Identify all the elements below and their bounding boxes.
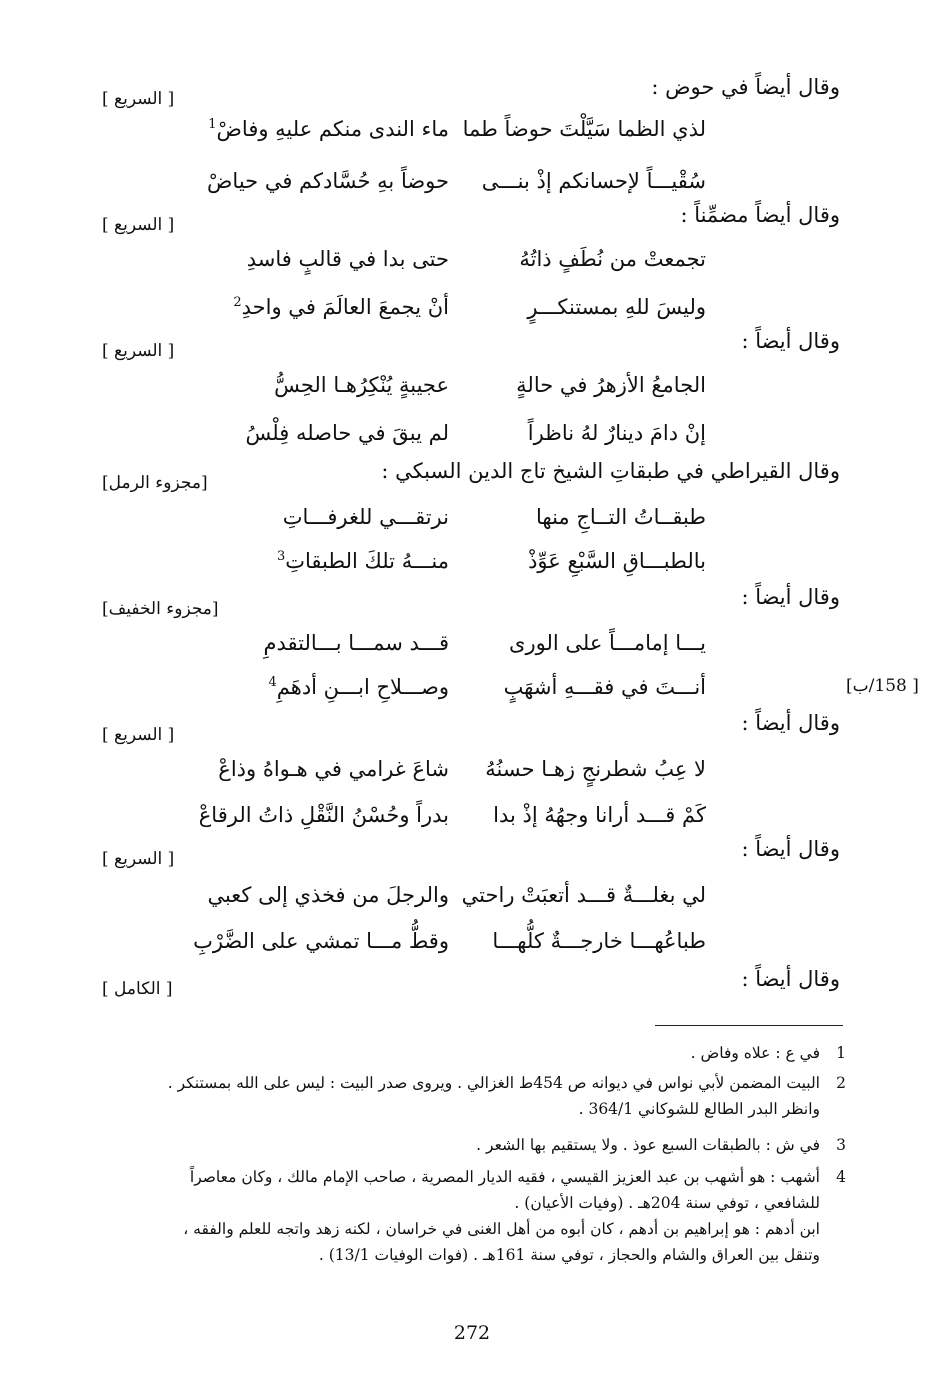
verse-hemistich-first: إنْ دامَ دينارٌ لهُ ناظراً: [527, 421, 706, 445]
verse-hemistich-second: شاعَ غرامي في هـواهُ وذاعْ: [218, 757, 449, 781]
section-intro: وقال أيضاً :: [741, 711, 840, 735]
verse-hemistich-second: والرجلَ من فخذي إلى كعبي: [207, 883, 449, 907]
footnote-text: [96, 1040, 820, 1066]
meter-label: [ الكامل ]: [102, 979, 173, 999]
footnote-text: [96, 1070, 820, 1122]
footnote-number: 4: [836, 1168, 846, 1186]
footnote-line: للشافعي ، توفي سنة 204هـ . (وفيات الأعيان) .: [514, 1194, 820, 1212]
footnote-number: 1: [836, 1044, 846, 1062]
footnote-text: [96, 1132, 820, 1158]
meter-label: [ السريع ]: [102, 215, 175, 235]
verse-hemistich-second: وقطُّ مـــا تمشي على الضَّرْبِ: [193, 929, 449, 953]
verse-hemistich-first: طبقــاتُ التــاجِ منها: [536, 505, 706, 529]
section-intro: وقال أيضاً :: [741, 585, 840, 609]
verse-hemistich-second: منـــهُ تلكَ الطبقاتِ$^3$: [276, 549, 449, 573]
footnote-line: ابن أدهم : هو إبراهيم بن أدهم ، كان أبوه من أهل الغنى في خراسان ، لكنه زهد واتجه للعلم والفقه ،: [183, 1220, 820, 1238]
verse-hemistich-first: كَمْ قـــد أرانا وجهُهُ إذْ بدا: [493, 803, 706, 827]
footnote-line: وانظر البدر الطالع للشوكاني 364/1 .: [578, 1100, 820, 1118]
verse-hemistich-second: وصـــلاحِ ابـــنِ أدهَمِ$^4$: [268, 675, 449, 699]
footnote-ref[interactable]: 3: [276, 549, 286, 564]
meter-label: [ السريع ]: [102, 725, 175, 745]
folio-margin-note: [ 158/ب]: [846, 676, 919, 696]
section-intro: وقال أيضاً :: [741, 837, 840, 861]
footnote-line: وتنقل بين العراق والشام والحجاز ، توفي سنة 161هـ . (فوات الوفيات 13/1) .: [318, 1246, 820, 1264]
verse-hemistich-second: أنْ يجمعَ العالَمَ في واحدِ$^2$: [233, 295, 449, 319]
verse-hemistich-second: حوضاً بهِ حُسَّادكم في حياضْ: [207, 169, 449, 193]
page-number: 272: [453, 1322, 491, 1344]
footnote-number: 3: [836, 1136, 846, 1154]
verse-hemistich-first: لي بغلـــةٌ قـــد أتعبَتْ راحتي: [461, 883, 706, 907]
section-intro: وقال أيضاً مضمِّناً :: [680, 203, 840, 227]
footnote-line: البيت المضمن لأبي نواس في ديوانه ص 454ط الغزالي . ويروى صدر البيت : ليس على الله بمستنكر .: [167, 1074, 820, 1092]
verse-hemistich-second: قـــد سمـــا بـــالتقدمِ: [263, 631, 449, 655]
footnote-ref[interactable]: 2: [233, 295, 242, 310]
footnote-divider: [655, 1025, 843, 1026]
verse-hemistich-second: نرتقـــي للغرفـــاتِ: [282, 505, 449, 529]
section-intro: وقال أيضاً :: [741, 329, 840, 353]
verse-hemistich-first: الجامعُ الأزهرُ في حالةٍ: [516, 373, 706, 397]
verse-hemistich-second: حتى بدا في قالبٍ فاسدِ: [246, 247, 449, 271]
meter-label: [مجزوء الرمل]: [102, 473, 208, 493]
section-intro: وقال القيراطي في طبقاتِ الشيخ تاج الدين السبكي :: [381, 459, 840, 483]
verse-hemistich-first: بالطبـــاقِ السَّبْعِ عَوِّذْ: [528, 549, 706, 573]
footnote-text: [96, 1164, 820, 1268]
verse-hemistich-second: لم يبقَ في حاصله فِلْسُ: [245, 421, 449, 445]
verse-hemistich-first: لذي الظما سَيَّلْتَ حوضاً طما: [462, 117, 706, 141]
footnote-number: 2: [836, 1074, 846, 1092]
section-intro: وقال أيضاً في حوض :: [651, 75, 840, 99]
meter-label: [مجزوء الخفيف]: [102, 599, 219, 619]
meter-label: [ السريع ]: [102, 849, 175, 869]
footnote-ref[interactable]: 4: [268, 675, 277, 690]
verse-hemistich-second: عجيبةٍ يُنْكِرُهـا الحِسُّ: [274, 373, 449, 397]
verse-hemistich-second: بدراً وحُسْنُ النَّقْلِ ذاتُ الرقاعْ: [198, 803, 449, 827]
meter-label: [ السريع ]: [102, 341, 175, 361]
verse-hemistich-first: لا عِبُ شطرنجٍ زهـا حسنُهُ: [485, 757, 706, 781]
verse-hemistich-first: طباعُهـــا خارجـــةٌ كلُّهـــا: [492, 929, 706, 953]
meter-label: [ السريع ]: [102, 89, 175, 109]
footnote-line: أشهب : هو أشهب بن عبد العزيز القيسي ، فقيه الديار المصرية ، صاحب الإمام مالك ، وكان معاصراً: [189, 1168, 820, 1186]
footnote-ref[interactable]: 1: [208, 117, 217, 132]
section-intro: وقال أيضاً :: [741, 967, 840, 991]
verse-hemistich-first: وليسَ للهِ بمستنكـــرٍ: [527, 295, 706, 319]
verse-hemistich-first: أنـــتَ في فقـــهِ أشهَبٍ: [503, 675, 706, 699]
verse-hemistich-first: يـــا إمامـــاً على الورى: [509, 631, 706, 655]
verse-hemistich-first: تجمعتْ من نُطَفٍ ذاتُهُ: [519, 247, 706, 271]
footnote-line: في ع : علاه وفاض .: [690, 1044, 820, 1062]
verse-hemistich-first: سُقْيـــاً لإحسانكم إذْ بنـــى: [481, 169, 706, 193]
footnote-line: في ش : بالطبقات السبع عوذ . ولا يستقيم بها الشعر .: [476, 1136, 820, 1154]
verse-hemistich-second: ماء الندى منكم عليهِ وفاضْ$^1$: [208, 117, 449, 141]
